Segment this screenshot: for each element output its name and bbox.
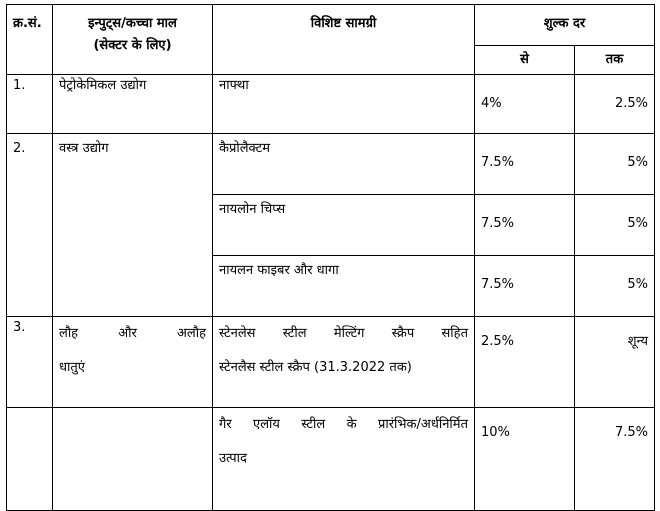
header-row: [7, 5, 655, 46]
rate-to-cell: 5%: [575, 256, 655, 317]
tariff-table: [6, 4, 655, 511]
rate-to-cell: शून्य: [575, 317, 655, 408]
header-serial: [7, 5, 53, 75]
table-row: [7, 408, 655, 511]
category-cell: वस्त्र उद्योग: [53, 134, 213, 317]
tariff-table-container: [6, 4, 655, 511]
rate-from-cell: 7.5%: [475, 256, 575, 317]
serial-cell: [7, 408, 53, 511]
rate-to-cell: 5%: [575, 134, 655, 195]
header-rate: [475, 5, 655, 46]
header-inputs-line2: (सेक्टर के लिए): [93, 38, 172, 53]
rate-to-cell: 2.5%: [575, 75, 655, 134]
header-from: से: [475, 46, 575, 75]
category-line2: धातुएं: [59, 360, 85, 375]
goods-line2: उत्पाद: [219, 451, 247, 466]
header-to: तक: [575, 46, 655, 75]
header-inputs: [53, 5, 213, 75]
category-cell: [53, 317, 213, 408]
serial-cell: 3.: [7, 317, 53, 408]
goods-line1: स्टेनलेस स्टील मेल्टिंग स्क्रैप सहित: [219, 326, 468, 341]
table-row: [7, 134, 655, 195]
rate-from-cell: 10%: [475, 408, 575, 511]
goods-cell: नाफ्था: [213, 75, 475, 134]
header-serial-label: क्र.सं.: [13, 16, 42, 31]
rate-to-cell: 7.5%: [575, 408, 655, 511]
goods-cell: कैप्रोलैक्टम: [213, 134, 475, 195]
category-cell: [53, 408, 213, 511]
rate-from-cell: 7.5%: [475, 195, 575, 256]
category-cell: पेट्रोकेमिकल उद्योग: [53, 75, 213, 134]
table-row: [7, 317, 655, 408]
rate-from-cell: 2.5%: [475, 317, 575, 408]
rate-to-cell: 5%: [575, 195, 655, 256]
header-goods: [213, 5, 475, 75]
header-inputs-line1: इन्पुट्स/कच्चा माल: [88, 16, 177, 31]
goods-cell: [213, 408, 475, 511]
goods-cell: [213, 317, 475, 408]
rate-from-cell: 4%: [475, 75, 575, 134]
serial-cell: 1.: [7, 75, 53, 134]
goods-line1: गैर एलॉय स्टील के प्रारंभिक/अर्धनिर्मित: [219, 417, 468, 432]
category-line1: लौह और अलौह: [59, 326, 206, 341]
goods-cell: नायलोन चिप्स: [213, 195, 475, 256]
goods-cell: नायलन फाइबर और धागा: [213, 256, 475, 317]
header-rate-label: शुल्क दर: [543, 16, 586, 31]
rate-from-cell: 7.5%: [475, 134, 575, 195]
serial-cell: 2.: [7, 134, 53, 317]
goods-line2: स्टेनलैस स्टील स्क्रैप (31.3.2022 तक): [219, 360, 412, 375]
table-row: [7, 75, 655, 134]
header-goods-label: विशिष्ट सामग्री: [310, 16, 377, 31]
